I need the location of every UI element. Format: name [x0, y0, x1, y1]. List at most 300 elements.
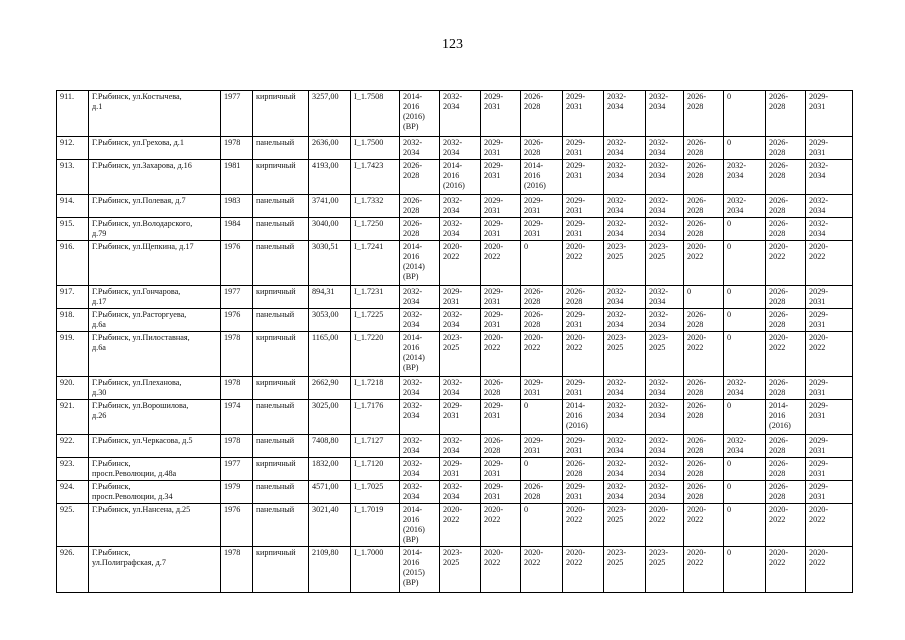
- table-cell: [481, 241, 521, 286]
- cell-text: I_1.7250: [354, 219, 384, 228]
- cell-text: 2020- 2022: [566, 548, 586, 567]
- table-cell: [521, 504, 563, 547]
- table-cell: [400, 160, 440, 195]
- cell-text: 2032- 2034: [649, 436, 669, 455]
- cell-text: 2020- 2022: [769, 505, 789, 524]
- cell-text: Г.Рыбинск, ул.Черкасова, д.5: [92, 436, 193, 445]
- table-cell: [253, 241, 309, 286]
- table-cell: [253, 137, 309, 160]
- table-cell: [521, 91, 563, 137]
- cell-text: 2014- 2016 (2016): [566, 401, 588, 430]
- cell-text: 2026- 2028: [524, 92, 544, 111]
- table-cell: [400, 458, 440, 481]
- table-cell: [481, 286, 521, 309]
- table-cell: [481, 160, 521, 195]
- table-cell: [766, 377, 806, 400]
- table-cell: [806, 377, 853, 400]
- cell-text: 2020- 2022: [443, 505, 463, 524]
- address-cell: [89, 137, 221, 160]
- table-cell: [221, 332, 253, 377]
- cell-text: Г.Рыбинск, ул.Захарова, д.16: [92, 161, 192, 170]
- cell-text: 1977: [224, 459, 241, 468]
- cell-text: 2032- 2034: [443, 436, 463, 455]
- table-cell: [806, 332, 853, 377]
- cell-text: 2014- 2016 (2016): [769, 401, 791, 430]
- table-cell: [684, 504, 724, 547]
- cell-text: 2020- 2022: [484, 548, 504, 567]
- table-cell: [724, 286, 766, 309]
- cell-text: 2029- 2031: [809, 378, 829, 397]
- cell-text: 911.: [60, 92, 75, 101]
- table-cell: [440, 400, 481, 435]
- cell-text: 919.: [60, 333, 75, 342]
- cell-text: панельный: [256, 196, 295, 205]
- table-cell: [400, 91, 440, 137]
- cell-text: 0: [727, 92, 732, 101]
- cell-text: 913.: [60, 161, 75, 170]
- address-cell: [89, 377, 221, 400]
- cell-text: Г.Рыбинск, ул.Володарского, д.79: [92, 219, 193, 238]
- table-cell: [766, 286, 806, 309]
- table-cell: [521, 241, 563, 286]
- cell-text: 2032- 2034: [649, 219, 669, 238]
- table-cell: [253, 160, 309, 195]
- cell-text: 4571,00: [312, 482, 339, 491]
- cell-text: 2029- 2031: [484, 161, 504, 180]
- table-cell: [521, 160, 563, 195]
- cell-text: 2029- 2031: [524, 196, 544, 215]
- cell-text: 2032- 2034: [607, 196, 627, 215]
- cell-text: I_1.7231: [354, 287, 384, 296]
- cell-text: 2029- 2031: [484, 401, 504, 420]
- cell-text: 2029- 2031: [566, 196, 586, 215]
- cell-text: 2032- 2034: [403, 459, 423, 478]
- address-cell: [89, 504, 221, 547]
- cell-text: 2026- 2028: [769, 310, 789, 329]
- cell-text: 2109,80: [312, 548, 339, 557]
- cell-text: 922.: [60, 436, 75, 445]
- cell-text: 2023- 2025: [443, 333, 463, 352]
- table-row: [57, 241, 853, 286]
- cell-text: 2020- 2022: [687, 333, 707, 352]
- table-cell: [646, 458, 684, 481]
- table-cell: [766, 400, 806, 435]
- cell-text: 2020- 2022: [687, 242, 707, 261]
- cell-text: 2026- 2028: [524, 482, 544, 501]
- table-cell: [684, 547, 724, 593]
- table-cell: [684, 332, 724, 377]
- cell-text: 915.: [60, 219, 75, 228]
- table-cell: [646, 195, 684, 218]
- cell-text: 2032- 2034: [443, 196, 463, 215]
- cell-text: 2020- 2022: [484, 333, 504, 352]
- table-cell: [351, 137, 400, 160]
- cell-text: 2026- 2028: [687, 92, 707, 111]
- cell-text: 0: [727, 138, 732, 147]
- cell-text: Г.Рыбинск, ул.Ворошилова, д.26: [92, 401, 189, 420]
- table-row: [57, 458, 853, 481]
- cell-text: панельный: [256, 505, 295, 514]
- table-cell: [400, 286, 440, 309]
- table-cell: [684, 241, 724, 286]
- table-cell: [309, 137, 351, 160]
- cell-text: 2032- 2034: [403, 287, 423, 306]
- cell-text: 2029- 2031: [809, 459, 829, 478]
- cell-text: Г.Рыбинск, ул.Костычева, д.1: [92, 92, 182, 111]
- cell-text: 917.: [60, 287, 75, 296]
- table-cell: [684, 218, 724, 241]
- table-cell: [604, 458, 646, 481]
- table-cell: [646, 481, 684, 504]
- table-cell: [563, 137, 604, 160]
- table-cell: [351, 332, 400, 377]
- table-cell: [440, 481, 481, 504]
- cell-text: 914.: [60, 196, 75, 205]
- table-cell: [563, 435, 604, 458]
- cell-text: 2032- 2034: [403, 310, 423, 329]
- table-cell: [253, 309, 309, 332]
- cell-text: I_1.7218: [354, 378, 384, 387]
- table-cell: [221, 481, 253, 504]
- table-cell: [646, 504, 684, 547]
- cell-text: кирпичный: [256, 92, 296, 101]
- cell-text: 4193,00: [312, 161, 339, 170]
- cell-text: 2032- 2034: [607, 92, 627, 111]
- table-cell: [351, 481, 400, 504]
- cell-text: 2032- 2034: [649, 138, 669, 157]
- cell-text: 0: [524, 242, 529, 251]
- table-cell: [351, 458, 400, 481]
- cell-text: Г.Рыбинск, просп.Революции, д.34: [92, 482, 173, 501]
- cell-text: 2029- 2031: [484, 459, 504, 478]
- table-cell: [806, 547, 853, 593]
- cell-text: 2026- 2028: [769, 219, 789, 238]
- table-cell: [253, 400, 309, 435]
- table-cell: [646, 241, 684, 286]
- table-cell: [646, 218, 684, 241]
- cell-text: 2032- 2034: [649, 401, 669, 420]
- cell-text: 2020- 2022: [484, 242, 504, 261]
- table-cell: [521, 137, 563, 160]
- cell-text: 2029- 2031: [566, 310, 586, 329]
- cell-text: 2032- 2034: [809, 161, 829, 180]
- cell-text: 2032- 2034: [403, 401, 423, 420]
- table-cell: [481, 91, 521, 137]
- cell-text: 0: [524, 401, 529, 410]
- cell-text: I_1.7508: [354, 92, 384, 101]
- cell-text: 0: [524, 505, 529, 514]
- table-cell: [309, 195, 351, 218]
- table-cell: [646, 332, 684, 377]
- table-cell: [604, 547, 646, 593]
- cell-text: 2032- 2034: [649, 378, 669, 397]
- table-cell: [521, 286, 563, 309]
- cell-text: 925.: [60, 505, 75, 514]
- table-cell: [806, 481, 853, 504]
- cell-text: 920.: [60, 378, 75, 387]
- table-cell: [440, 218, 481, 241]
- cell-text: 2032- 2034: [649, 482, 669, 501]
- table-cell: [563, 547, 604, 593]
- table-cell: [521, 547, 563, 593]
- address-cell: [89, 218, 221, 241]
- table-row: [57, 400, 853, 435]
- cell-text: 2032- 2034: [443, 378, 463, 397]
- cell-text: 0: [727, 505, 732, 514]
- cell-text: I_1.7500: [354, 138, 384, 147]
- cell-text: 2026- 2028: [687, 482, 707, 501]
- table-cell: [766, 91, 806, 137]
- cell-text: 2032- 2034: [443, 310, 463, 329]
- table-cell: [646, 309, 684, 332]
- table-cell: [309, 309, 351, 332]
- table-cell: [309, 218, 351, 241]
- cell-text: I_1.7127: [354, 436, 384, 445]
- cell-text: 2020- 2022: [769, 242, 789, 261]
- cell-text: 2032- 2034: [607, 459, 627, 478]
- table-cell: [221, 160, 253, 195]
- table-cell: [481, 195, 521, 218]
- table-row: [57, 481, 853, 504]
- cell-text: 3040,00: [312, 219, 339, 228]
- cell-text: 2023- 2025: [443, 548, 463, 567]
- table-cell: [481, 504, 521, 547]
- cell-text: панельный: [256, 401, 295, 410]
- cell-text: 2032- 2034: [607, 219, 627, 238]
- table-cell: [646, 377, 684, 400]
- cell-text: 2029- 2031: [809, 138, 829, 157]
- cell-text: 1976: [224, 505, 241, 514]
- cell-text: 2029- 2031: [809, 482, 829, 501]
- table-row: [57, 160, 853, 195]
- table-cell: [806, 137, 853, 160]
- row-number-cell: [57, 435, 89, 458]
- table-cell: [221, 218, 253, 241]
- table-cell: [351, 91, 400, 137]
- address-cell: [89, 547, 221, 593]
- cell-text: 2020- 2022: [566, 505, 586, 524]
- table-cell: [806, 218, 853, 241]
- cell-text: 2032- 2034: [403, 436, 423, 455]
- cell-text: 2023- 2025: [649, 548, 669, 567]
- cell-text: 2029- 2031: [566, 378, 586, 397]
- table-row: [57, 309, 853, 332]
- table-cell: [481, 137, 521, 160]
- cell-text: 2026- 2028: [769, 161, 789, 180]
- table-cell: [806, 435, 853, 458]
- page-number: 123: [442, 37, 463, 52]
- cell-text: I_1.7225: [354, 310, 384, 319]
- cell-text: 2029- 2031: [484, 287, 504, 306]
- table-cell: [604, 400, 646, 435]
- cell-text: 916.: [60, 242, 75, 251]
- cell-text: 2032- 2034: [607, 436, 627, 455]
- table-cell: [563, 160, 604, 195]
- cell-text: 2029- 2031: [443, 287, 463, 306]
- cell-text: 2020- 2022: [649, 505, 669, 524]
- cell-text: 0: [687, 287, 692, 296]
- cell-text: I_1.7423: [354, 161, 384, 170]
- table-cell: [806, 458, 853, 481]
- table-cell: [766, 195, 806, 218]
- table-cell: [684, 458, 724, 481]
- table-cell: [221, 195, 253, 218]
- table-row: [57, 547, 853, 593]
- row-number-cell: [57, 377, 89, 400]
- table-cell: [684, 91, 724, 137]
- cell-text: 2020- 2022: [809, 242, 829, 261]
- table-cell: [440, 458, 481, 481]
- cell-text: I_1.7025: [354, 482, 384, 491]
- cell-text: Г.Рыбинск, просп.Революции, д.48а: [92, 459, 177, 478]
- table-cell: [646, 547, 684, 593]
- cell-text: 2026- 2028: [687, 459, 707, 478]
- cell-text: 7408,80: [312, 436, 339, 445]
- cell-text: 2026- 2028: [403, 161, 423, 180]
- cell-text: 2020- 2022: [809, 505, 829, 524]
- table-cell: [724, 241, 766, 286]
- cell-text: 2026- 2028: [769, 287, 789, 306]
- cell-text: 921.: [60, 401, 75, 410]
- address-cell: [89, 91, 221, 137]
- address-cell: [89, 332, 221, 377]
- cell-text: 2032- 2034: [403, 138, 423, 157]
- cell-text: I_1.7019: [354, 505, 384, 514]
- table-cell: [806, 400, 853, 435]
- table-cell: [604, 504, 646, 547]
- table-cell: [766, 458, 806, 481]
- table-cell: [440, 435, 481, 458]
- cell-text: 2014- 2016 (2016) (ВР): [403, 92, 425, 131]
- table-cell: [684, 137, 724, 160]
- row-number-cell: [57, 481, 89, 504]
- cell-text: 2029- 2031: [566, 92, 586, 111]
- table-cell: [253, 504, 309, 547]
- cell-text: 1984: [224, 219, 241, 228]
- cell-text: 1832,00: [312, 459, 339, 468]
- cell-text: 2029- 2031: [484, 196, 504, 215]
- cell-text: 3025,00: [312, 401, 339, 410]
- cell-text: 2026- 2028: [687, 138, 707, 157]
- table-cell: [309, 91, 351, 137]
- cell-text: 2032- 2034: [809, 219, 829, 238]
- table-cell: [440, 309, 481, 332]
- table-cell: [766, 137, 806, 160]
- cell-text: I_1.7000: [354, 548, 384, 557]
- cell-text: 2032- 2034: [403, 378, 423, 397]
- table-cell: [684, 286, 724, 309]
- cell-text: панельный: [256, 138, 295, 147]
- table-cell: [351, 309, 400, 332]
- table-row: [57, 435, 853, 458]
- cell-text: 1976: [224, 242, 241, 251]
- cell-text: 2029- 2031: [484, 310, 504, 329]
- cell-text: 0: [727, 287, 732, 296]
- cell-text: кирпичный: [256, 287, 296, 296]
- table-cell: [766, 435, 806, 458]
- cell-text: 2026- 2028: [769, 92, 789, 111]
- cell-text: 912.: [60, 138, 75, 147]
- table-cell: [253, 435, 309, 458]
- cell-text: 2026- 2028: [687, 196, 707, 215]
- table-cell: [724, 332, 766, 377]
- table-cell: [684, 377, 724, 400]
- table-cell: [724, 91, 766, 137]
- cell-text: 2026- 2028: [769, 459, 789, 478]
- table-cell: [309, 547, 351, 593]
- table-cell: [351, 504, 400, 547]
- table-cell: [646, 400, 684, 435]
- row-number-cell: [57, 286, 89, 309]
- table-row: [57, 91, 853, 137]
- table-cell: [646, 286, 684, 309]
- cell-text: 1983: [224, 196, 241, 205]
- table-cell: [221, 400, 253, 435]
- table-cell: [221, 377, 253, 400]
- table-cell: [521, 435, 563, 458]
- housing-registry-table: [56, 90, 853, 593]
- table-cell: [309, 458, 351, 481]
- table-cell: [400, 332, 440, 377]
- cell-text: 2029- 2031: [484, 482, 504, 501]
- cell-text: 2032- 2034: [727, 161, 747, 180]
- cell-text: 2020- 2022: [687, 548, 707, 567]
- cell-text: 2029- 2031: [524, 378, 544, 397]
- table-cell: [481, 377, 521, 400]
- cell-text: 2014- 2016 (2015) (ВР): [403, 548, 425, 587]
- table-cell: [309, 481, 351, 504]
- table-cell: [253, 332, 309, 377]
- table-cell: [604, 332, 646, 377]
- cell-text: 918.: [60, 310, 75, 319]
- table-cell: [724, 458, 766, 481]
- table-cell: [604, 160, 646, 195]
- table-cell: [806, 91, 853, 137]
- cell-text: 2032- 2034: [607, 310, 627, 329]
- table-cell: [724, 160, 766, 195]
- table-cell: [604, 91, 646, 137]
- cell-text: 1978: [224, 436, 241, 445]
- table-cell: [563, 481, 604, 504]
- cell-text: 2014- 2016 (2016): [443, 161, 465, 190]
- cell-text: Г.Рыбинск, ул.Пилоставная, д.6а: [92, 333, 190, 352]
- cell-text: 0: [524, 459, 529, 468]
- cell-text: 2032- 2034: [607, 138, 627, 157]
- address-cell: [89, 286, 221, 309]
- table-cell: [440, 332, 481, 377]
- cell-text: панельный: [256, 482, 295, 491]
- cell-text: 0: [727, 333, 732, 342]
- cell-text: 2029- 2031: [566, 482, 586, 501]
- cell-text: 2032- 2034: [607, 287, 627, 306]
- table-cell: [400, 400, 440, 435]
- cell-text: 2032- 2034: [727, 436, 747, 455]
- table-cell: [724, 400, 766, 435]
- table-cell: [766, 332, 806, 377]
- table-cell: [604, 195, 646, 218]
- table-cell: [766, 241, 806, 286]
- table-cell: [309, 241, 351, 286]
- table-cell: [563, 195, 604, 218]
- table-row: [57, 195, 853, 218]
- cell-text: 2026- 2028: [566, 459, 586, 478]
- table-cell: [351, 218, 400, 241]
- table-cell: [521, 218, 563, 241]
- cell-text: 0: [727, 401, 732, 410]
- table-cell: [766, 160, 806, 195]
- table-cell: [440, 547, 481, 593]
- table-cell: [724, 435, 766, 458]
